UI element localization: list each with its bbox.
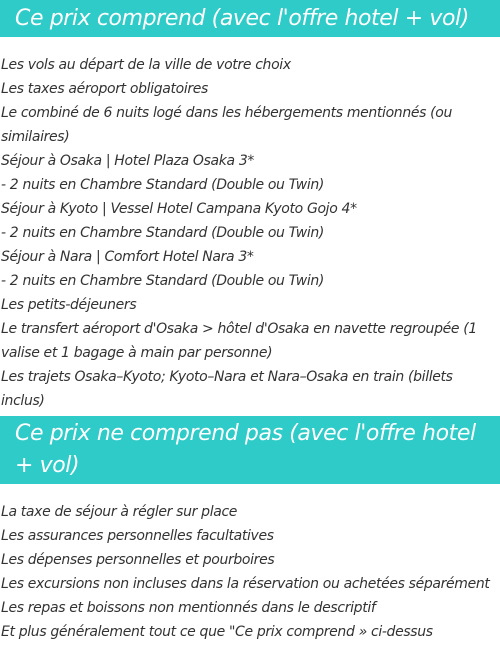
list-item: Les petits-déjeuners bbox=[1, 297, 137, 313]
list-item: Les assurances personnelles facultatives bbox=[1, 528, 274, 544]
list-item: La taxe de séjour à régler sur place bbox=[1, 504, 238, 520]
list-item: Le combiné de 6 nuits logé dans les hébergements mentionnés (ou similaires) bbox=[1, 105, 453, 145]
list-item: Séjour à Osaka | Hotel Plaza Osaka 3* bbox=[1, 153, 255, 169]
list-item: Les dépenses personnelles et pourboires bbox=[1, 552, 275, 568]
excluded-list bbox=[1, 500, 500, 644]
list-item: - 2 nuits en Chambre Standard (Double ou Twin) bbox=[1, 177, 325, 193]
included-title-text: Ce prix comprend (avec l'offre hotel + vol) bbox=[15, 6, 469, 31]
list-item: Les taxes aéroport obligatoires bbox=[1, 81, 208, 97]
list-item: Séjour à Kyoto | Vessel Hotel Campana Kyoto Gojo 4* bbox=[1, 201, 357, 217]
list-item: Les repas et boissons non mentionnés dans le descriptif bbox=[1, 600, 376, 616]
list-item: Et plus généralement tout ce que "Ce prix comprend » ci-dessus bbox=[1, 624, 433, 640]
list-item: Le transfert aéroport d'Osaka > hôtel d'Osaka en navette regroupée (1 valise et 1 bagage à main par personne) bbox=[1, 321, 477, 361]
list-item: - 2 nuits en Chambre Standard (Double ou Twin) bbox=[1, 225, 325, 241]
excluded-section-title bbox=[0, 416, 500, 484]
included-section-title bbox=[0, 0, 500, 37]
list-item: Les trajets Osaka–Kyoto; Kyoto–Nara et Nara–Osaka en train (billets inclus) bbox=[1, 369, 453, 409]
list-item: Les vols au départ de la ville de votre choix bbox=[1, 57, 291, 73]
included-list bbox=[1, 53, 500, 413]
excluded-title-text: Ce prix ne comprend pas (avec l'offre hotel + vol) bbox=[15, 421, 476, 478]
list-item: - 2 nuits en Chambre Standard (Double ou Twin) bbox=[1, 273, 325, 289]
list-item: Séjour à Nara | Comfort Hotel Nara 3* bbox=[1, 249, 254, 265]
list-item: Les excursions non incluses dans la réservation ou achetées séparément bbox=[1, 576, 490, 592]
